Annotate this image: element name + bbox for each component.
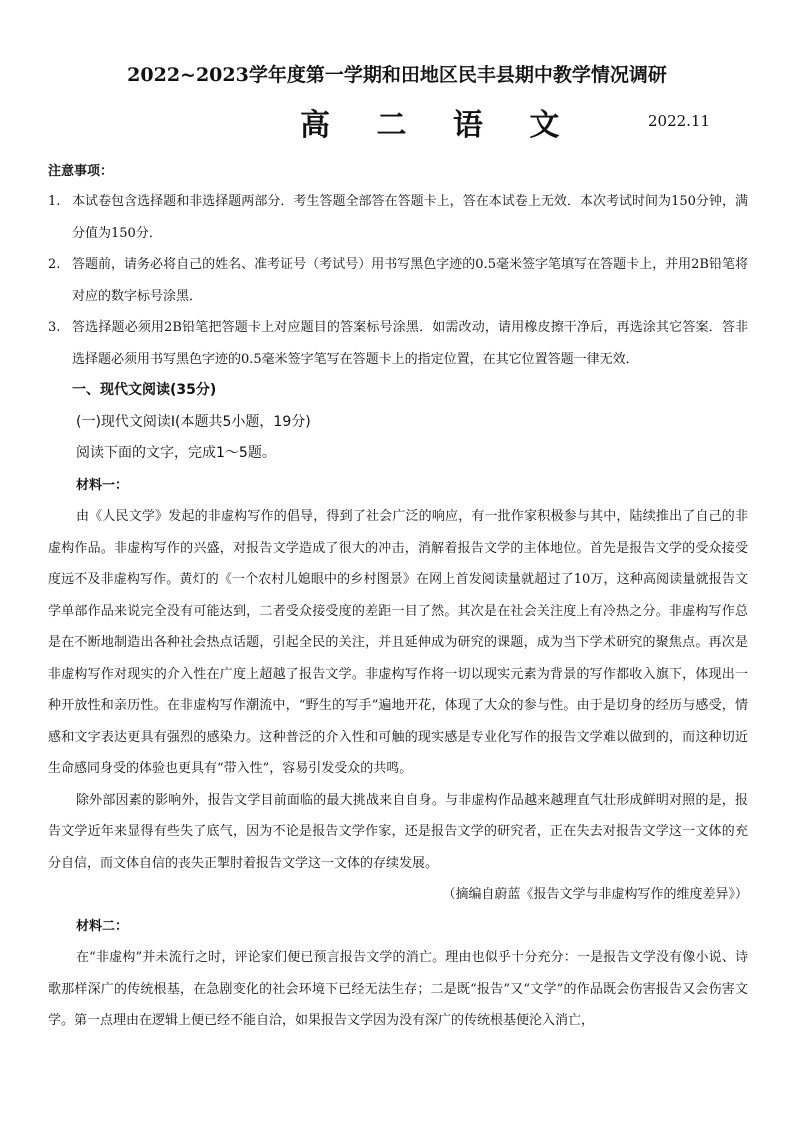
notice-item [48, 312, 748, 375]
material-one-paragraph: 除外部因素的影响外，报告文学目前面临的最大挑战来自自身。与非虚构作品越来越理直气壮形成鲜明对照的是，报告文学近年来显得有些失了底气，因为不论是报告文学作家，还是报告文学的研究者，正在失去对报告文学这一文体的充分自信，而文体自信的丧失正掣肘着报告文学这一文体的存续发展。 [48, 792, 748, 871]
reading-instruction: 阅读下面的文字，完成1～5题。 [76, 445, 276, 461]
material-two-label: 材料二： [76, 918, 129, 934]
notice-text: 答选择题必须用2B铅笔把答题卡上对应题目的答案标号涂黑．如需改动，请用橡皮擦干净后，再选涂其它答案．答非选择题必须用书写黑色字迹的0.5毫米签字笔写在答题卡上的指定位置，在其它位置答题一律无效． [72, 320, 748, 367]
exam-content [48, 186, 748, 1037]
subject-title: 高 二 语 文 [300, 108, 578, 143]
notice-number: 3. [48, 320, 61, 335]
material-one-source: （摘编自蔚蓝《报告文学与非虚构写作的维度差异》） [442, 887, 748, 902]
notice-item [48, 186, 748, 249]
material-one-paragraph: 由《人民文学》发起的非虚构写作的倡导，得到了社会广泛的响应，有一批作家积极参与其中，陆续推出了自己的非虚构作品。非虚构写作的兴盛，对报告文学造成了很大的冲击，消解着报告文学的主体地位。首先是报告文学的受众接受度远不及非虚构写作。黄灯的《一个农村儿媳眼中的乡村图景》在网上首发阅读量就超过了10万，这种高阅读量就报告文学单部作品来说完全没有可能达到，二者受众接受度的差距一目了然。其次是在社会关注度上有冷热之分。非虚构写作总是在不断地制造出各种社会热点话题，引起全民的关注，并且延伸成为研究的课题，成为当下学术研究的聚焦点。再次是非虚构写作对现实的介入性在广度上超越了报告文学。非虚构写作将一切以现实元素为背景的写作都收入旗下，体现出一种开放性和亲历性。在非虚构写作潮流中，“野生的写手”遍地开花，体现了大众的参与性。由于是切身的经历与感受，情感和文字表达更具有强烈的感染力。这种普泛的介入性和可触的现实感是专业化写作的报告文学难以做到的，而这种切近生命感同身受的体验也更具有“带入性”，容易引发受众的共鸣。 [48, 509, 748, 776]
exam-date: 2022.11 [648, 112, 711, 130]
subsection-heading: (一)现代文阅读Ⅰ(本题共5小题，19分) [76, 413, 311, 430]
material-two-paragraph: 在“非虚构”并未流行之时，评论家们便已预言报告文学的消亡。理由也似乎十分充分：一是报告文学没有像小说、诗歌那样深广的传统根基，在急剧变化的社会环境下已经无法生存；二是既“报告”又“文学”的作品既会伤害报告又会伤害文学。第一点理由在逻辑上便已经不能自洽，如果报告文学因为没有深广的传统根基便沦入消亡， [48, 950, 748, 1028]
notice-text: 答题前，请务必将自己的姓名、准考证号（考试号）用书写黑色字迹的0.5毫米签字笔填写在答题卡上，并用2B铅笔将对应的数字标号涂黑． [72, 257, 748, 304]
notice-text: 本试卷包含选择题和非选择题两部分．考生答题全部答在答题卡上，答在本试卷上无效．本次考试时间为150分钟，满分值为150分． [72, 194, 748, 241]
notice-number: 2. [48, 257, 61, 272]
section-heading: 一、现代文阅读(35分) [72, 382, 217, 398]
notice-heading: 注意事项： [48, 164, 114, 179]
material-one-label: 材料一： [76, 477, 129, 493]
exam-title: 2022~2023学年度第一学期和田地区民丰县期中教学情况调研 [127, 64, 667, 86]
notice-item [48, 249, 748, 312]
notice-number: 1. [48, 194, 61, 209]
